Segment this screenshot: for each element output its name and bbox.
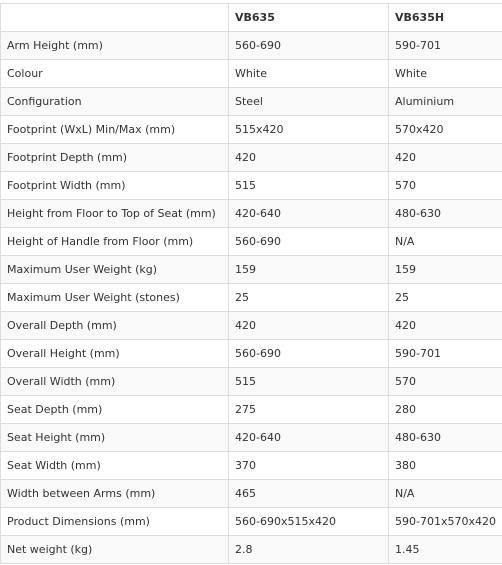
vb635-value-cell: 275 bbox=[229, 396, 389, 424]
vb635h-value-cell: Aluminium bbox=[389, 88, 502, 116]
attribute-cell: Seat Depth (mm) bbox=[1, 396, 229, 424]
vb635h-value-cell: N/A bbox=[389, 228, 502, 256]
attribute-cell: Configuration bbox=[1, 88, 229, 116]
attribute-cell: Footprint Width (mm) bbox=[1, 172, 229, 200]
header-cell-vb635h: VB635H bbox=[389, 4, 502, 32]
vb635h-value-cell: 570 bbox=[389, 368, 502, 396]
attribute-cell: Overall Height (mm) bbox=[1, 340, 229, 368]
vb635h-value-cell: 590-701 bbox=[389, 32, 502, 60]
attribute-cell: Maximum User Weight (kg) bbox=[1, 256, 229, 284]
table-row bbox=[1, 200, 502, 228]
table-row bbox=[1, 480, 502, 508]
vb635h-value-cell: 420 bbox=[389, 312, 502, 340]
spec-table-header bbox=[1, 4, 502, 32]
table-row bbox=[1, 144, 502, 172]
vb635-value-cell: 560-690 bbox=[229, 32, 389, 60]
vb635h-value-cell: 280 bbox=[389, 396, 502, 424]
table-row bbox=[1, 508, 502, 536]
spec-table-body bbox=[1, 32, 502, 564]
table-row bbox=[1, 368, 502, 396]
table-row bbox=[1, 228, 502, 256]
vb635h-value-cell: 159 bbox=[389, 256, 502, 284]
vb635-value-cell: 2.8 bbox=[229, 536, 389, 564]
table-row bbox=[1, 116, 502, 144]
attribute-cell: Overall Depth (mm) bbox=[1, 312, 229, 340]
vb635h-value-cell: 570x420 bbox=[389, 116, 502, 144]
attribute-cell: Colour bbox=[1, 60, 229, 88]
header-row bbox=[1, 4, 502, 32]
table-row bbox=[1, 396, 502, 424]
vb635h-value-cell: 590-701x570x420 bbox=[389, 508, 502, 536]
attribute-cell: Overall Width (mm) bbox=[1, 368, 229, 396]
vb635-value-cell: 25 bbox=[229, 284, 389, 312]
attribute-cell: Net weight (kg) bbox=[1, 536, 229, 564]
vb635h-value-cell: 420 bbox=[389, 144, 502, 172]
attribute-cell: Seat Height (mm) bbox=[1, 424, 229, 452]
attribute-cell: Seat Width (mm) bbox=[1, 452, 229, 480]
table-row bbox=[1, 32, 502, 60]
vb635-value-cell: 370 bbox=[229, 452, 389, 480]
vb635h-value-cell: 380 bbox=[389, 452, 502, 480]
attribute-cell: Footprint (WxL) Min/Max (mm) bbox=[1, 116, 229, 144]
vb635h-value-cell: N/A bbox=[389, 480, 502, 508]
vb635-value-cell: 560-690 bbox=[229, 228, 389, 256]
vb635-value-cell: 420-640 bbox=[229, 200, 389, 228]
vb635h-value-cell: 480-630 bbox=[389, 200, 502, 228]
table-row bbox=[1, 424, 502, 452]
vb635h-value-cell: 570 bbox=[389, 172, 502, 200]
vb635-value-cell: 420 bbox=[229, 312, 389, 340]
vb635h-value-cell: 1.45 bbox=[389, 536, 502, 564]
table-row bbox=[1, 452, 502, 480]
vb635-value-cell: 560-690 bbox=[229, 340, 389, 368]
vb635-value-cell: 515x420 bbox=[229, 116, 389, 144]
vb635-value-cell: 465 bbox=[229, 480, 389, 508]
table-row bbox=[1, 340, 502, 368]
table-row bbox=[1, 284, 502, 312]
vb635h-value-cell: 480-630 bbox=[389, 424, 502, 452]
vb635-value-cell: 420-640 bbox=[229, 424, 389, 452]
table-row bbox=[1, 172, 502, 200]
vb635-value-cell: 515 bbox=[229, 368, 389, 396]
attribute-cell: Footprint Depth (mm) bbox=[1, 144, 229, 172]
attribute-cell: Arm Height (mm) bbox=[1, 32, 229, 60]
vb635-value-cell: 420 bbox=[229, 144, 389, 172]
vb635-value-cell: White bbox=[229, 60, 389, 88]
vb635h-value-cell: 590-701 bbox=[389, 340, 502, 368]
vb635-value-cell: 159 bbox=[229, 256, 389, 284]
header-cell-attribute bbox=[1, 4, 229, 32]
vb635-value-cell: Steel bbox=[229, 88, 389, 116]
attribute-cell: Product Dimensions (mm) bbox=[1, 508, 229, 536]
table-row bbox=[1, 536, 502, 564]
attribute-cell: Height from Floor to Top of Seat (mm) bbox=[1, 200, 229, 228]
attribute-cell: Maximum User Weight (stones) bbox=[1, 284, 229, 312]
vb635h-value-cell: White bbox=[389, 60, 502, 88]
table-row bbox=[1, 88, 502, 116]
table-row bbox=[1, 60, 502, 88]
vb635-value-cell: 515 bbox=[229, 172, 389, 200]
table-row bbox=[1, 312, 502, 340]
attribute-cell: Height of Handle from Floor (mm) bbox=[1, 228, 229, 256]
header-cell-vb635: VB635 bbox=[229, 4, 389, 32]
attribute-cell: Width between Arms (mm) bbox=[1, 480, 229, 508]
spec-table bbox=[0, 3, 502, 564]
vb635h-value-cell: 25 bbox=[389, 284, 502, 312]
vb635-value-cell: 560-690x515x420 bbox=[229, 508, 389, 536]
table-row bbox=[1, 256, 502, 284]
